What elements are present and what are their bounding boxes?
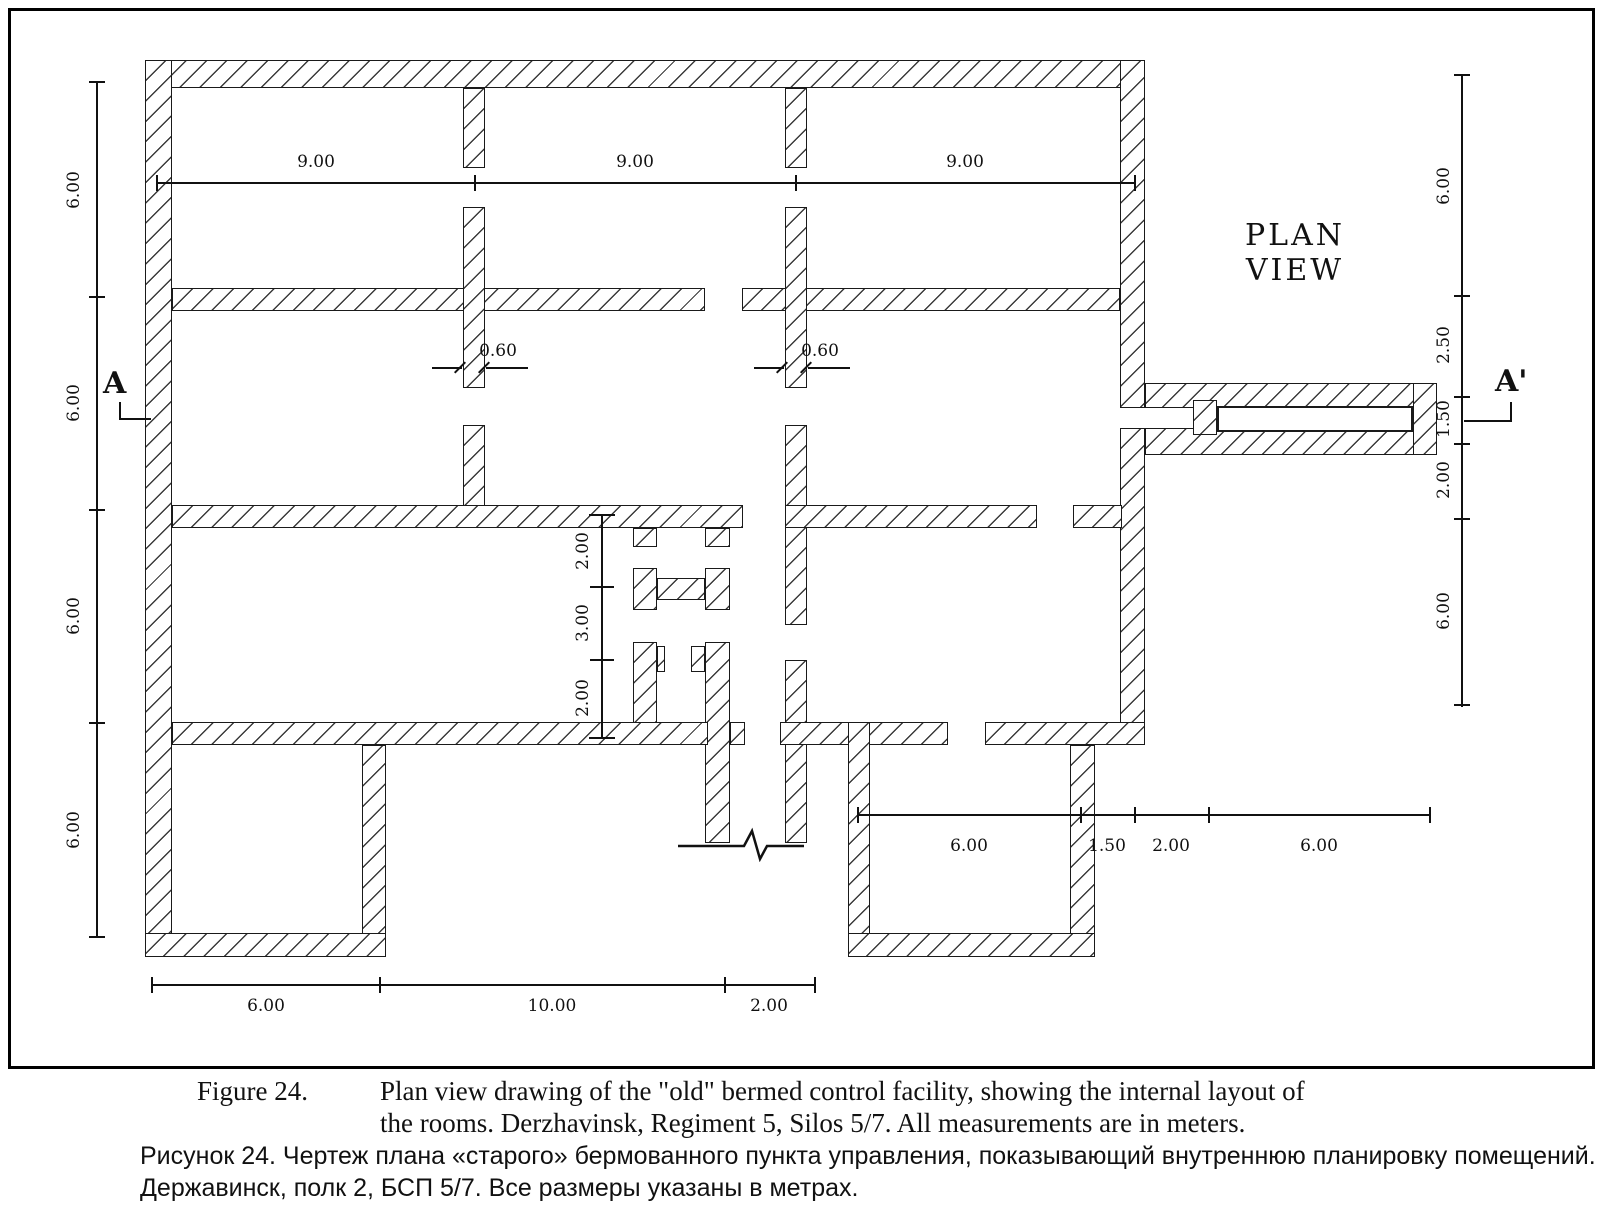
dim-line-stairwell <box>601 515 603 738</box>
dim-label-top-1: 9.00 <box>297 152 335 172</box>
tick <box>151 977 153 993</box>
corridor-wall-west-nub <box>691 646 705 672</box>
tick <box>1454 443 1470 445</box>
right-room-wall-bottom <box>848 933 1095 957</box>
tick <box>89 722 105 724</box>
wall-top <box>145 60 1145 88</box>
interior-wall-h3-left <box>172 722 708 745</box>
tick <box>89 296 105 298</box>
wall-right-upper <box>1120 60 1145 408</box>
caption-ru-line2: Державинск, полк 2, БСП 5/7. Все размеры указаны в метрах. <box>140 1174 859 1202</box>
dim-line-top <box>157 182 1135 184</box>
tick <box>1208 807 1210 823</box>
dim-label-right-1: 6.00 <box>1434 167 1454 205</box>
section-a-bracket <box>119 418 151 420</box>
dim-line-bottom-right <box>858 814 1430 816</box>
figure-number: Figure 24. <box>197 1076 308 1106</box>
dim-label-top-3: 9.00 <box>946 152 984 172</box>
dim-label-right-2: 2.50 <box>1434 326 1454 364</box>
stair-landing-right-cap <box>705 568 730 610</box>
dim-line-bottom-left <box>152 984 815 986</box>
tick <box>1454 704 1470 706</box>
tick <box>814 977 816 993</box>
dim-label-bl-2: 10.00 <box>527 996 577 1016</box>
partition2-top <box>785 88 807 168</box>
tick <box>89 81 105 83</box>
stair-stub-left-nub <box>657 646 665 672</box>
tick <box>89 936 105 938</box>
wing-wall-bottom <box>1145 428 1437 455</box>
dim-label-br-3: 2.00 <box>1152 836 1190 856</box>
dim-label-bl-1: 6.00 <box>247 996 285 1016</box>
dim-label-left-3: 6.00 <box>64 597 84 635</box>
tick <box>1134 807 1136 823</box>
dim-label-bl-3: 2.00 <box>750 996 788 1016</box>
partition2-bottom-corridor-east <box>785 660 807 843</box>
tick <box>724 977 726 993</box>
dim-label-left-1: 6.00 <box>64 171 84 209</box>
stair-jamb-left <box>633 528 657 547</box>
stair-landing-left-cap <box>633 568 657 610</box>
dim-line-right <box>1461 75 1463 707</box>
interior-wall-h1-left <box>172 288 705 311</box>
right-room-wall-left <box>848 722 870 957</box>
tick <box>590 586 614 588</box>
tick <box>1134 175 1136 191</box>
interior-wall-h2-stub <box>1073 505 1122 528</box>
door-leader <box>486 367 528 369</box>
dim-label-stair-2: 3.00 <box>573 604 593 642</box>
dim-label-right-3: 1.50 <box>1434 400 1454 438</box>
interior-wall-h3-stubA <box>730 722 745 745</box>
wing-pillar <box>1193 400 1217 435</box>
partition1-top <box>463 88 485 168</box>
tick <box>1429 807 1431 823</box>
dim-label-right-4: 2.00 <box>1434 461 1454 499</box>
interior-wall-h2-mid <box>785 505 1037 528</box>
stair-landing-web <box>657 578 705 600</box>
dim-label-stair-3: 2.00 <box>573 679 593 717</box>
tick <box>1454 396 1470 398</box>
wing-slot <box>1217 406 1413 432</box>
wall-right-lower <box>1120 428 1145 745</box>
tick <box>1454 74 1470 76</box>
plan-view-title: PLAN VIEW <box>1244 218 1346 288</box>
tick <box>589 737 615 739</box>
left-room-wall-right <box>362 745 386 957</box>
tick <box>1454 295 1470 297</box>
dim-label-right-5: 6.00 <box>1434 592 1454 630</box>
corridor-wall-west <box>705 642 730 843</box>
tick <box>857 807 859 823</box>
dim-label-br-4: 6.00 <box>1300 836 1338 856</box>
dim-label-stair-1: 2.00 <box>573 532 593 570</box>
tick <box>89 509 105 511</box>
wing-wall-top <box>1145 383 1437 408</box>
door-leader <box>808 367 850 369</box>
tick <box>1454 518 1470 520</box>
tick <box>1080 807 1082 823</box>
tick <box>156 175 158 191</box>
break-line-symbol <box>672 826 812 862</box>
section-marker-a-prime: A' <box>1495 364 1528 399</box>
tick <box>590 659 614 661</box>
section-a-prime-bracket <box>1510 402 1512 422</box>
dim-label-door-1: 0.60 <box>479 341 517 361</box>
tick <box>474 175 476 191</box>
caption-en-line2: the rooms. Derzhavinsk, Regiment 5, Silos 5/7. All measurements are in meters. <box>380 1108 1246 1138</box>
section-marker-a: A <box>103 366 127 401</box>
dim-label-door-2: 0.60 <box>801 341 839 361</box>
tick <box>795 175 797 191</box>
dim-label-left-4: 6.00 <box>64 811 84 849</box>
dim-label-left-2: 6.00 <box>64 384 84 422</box>
interior-wall-h3-right <box>985 722 1145 745</box>
caption-en-line1: Plan view drawing of the "old" bermed control facility, showing the internal layout of <box>380 1076 1305 1106</box>
left-room-wall-bottom <box>145 933 386 957</box>
dim-label-br-2: 1.50 <box>1088 836 1126 856</box>
interior-wall-h2-left <box>172 505 743 528</box>
tick <box>379 977 381 993</box>
wall-left <box>145 60 172 957</box>
dim-label-top-2: 9.00 <box>616 152 654 172</box>
stair-jamb-right <box>705 528 730 547</box>
caption-ru-line1: Рисунок 24. Чертеж плана «старого» бермованного пункта управления, показывающий внутреннюю планировку помещений. <box>140 1142 1596 1170</box>
dim-label-br-1: 6.00 <box>950 836 988 856</box>
tick <box>589 514 615 516</box>
section-a-prime-bracket <box>1464 420 1512 422</box>
